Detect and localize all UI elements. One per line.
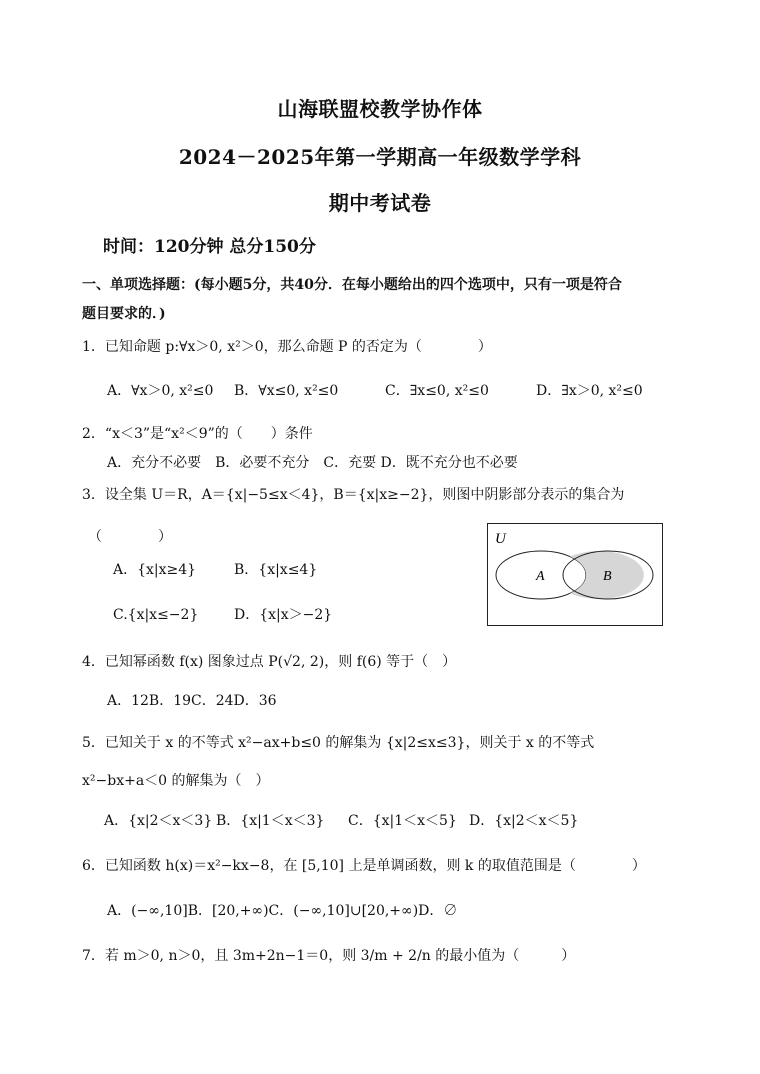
q5-option-d: D．{x|2＜x＜5} (469, 813, 579, 829)
exam-type-title: 期中考试卷 (328, 191, 432, 215)
q2-stem: 2．“x＜3”是“x²＜9”的（ ）条件 (82, 426, 313, 442)
q6-stem: 6．已知函数 h(x)＝x²−kx−8，在 [5,10] 上是单调函数，则 k 的取值范围是（ ） (82, 858, 646, 874)
section1-heading: 一、单项选择题：(每小题5分，共40分．在每小题给出的四个选项中，只有一项是符合 (82, 277, 622, 293)
q1-option-a: A．∀x＞0, x²≤0 (107, 383, 214, 399)
q5-stem: 5．已知关于 x 的不等式 x²−ax+b≤0 的解集为 {x|2≤x≤3}，则关于 x 的不等式 (82, 735, 595, 751)
q3-option-c: C.{x|x≤−2} (113, 607, 199, 623)
q5-option-a: A．{x|2＜x＜3} (104, 813, 213, 829)
q3-stem: 3．设全集 U＝R，A＝{x|−5≤x＜4}，B＝{x|x≥−2}，则图中阴影部分表示的集合为 (82, 487, 625, 503)
q4-stem: 4．已知幂函数 f(x) 图象过点 P(√2, 2)，则 f(6) 等于（ ） (82, 654, 457, 670)
q1-stem: 1．已知命题 p:∀x＞0, x²＞0，那么命题 P 的否定为（ ） (82, 339, 492, 355)
section1-heading-cont: 题目要求的．) (82, 306, 166, 322)
q3-option-a: A．{x|x≥4} (113, 562, 197, 578)
q5-stem-cont: x²−bx+a＜0 的解集为（ ） (82, 773, 270, 789)
q6-options: A．(−∞,10]B．[20,+∞)C．(−∞,10]∪[20,+∞)D．∅ (107, 903, 458, 919)
venn-diagram (487, 523, 663, 626)
venn-label-b: B (603, 569, 612, 584)
exam-time-info: 时间：120分钟 总分150分 (103, 237, 316, 257)
q7-stem: 7．若 m＞0, n＞0，且 3m+2n−1＝0，则 3/m + 2/n 的最小值为（ ） (82, 948, 576, 964)
q5-option-b: B．{x|1＜x＜3} (216, 813, 325, 829)
q3-option-d: D．{x|x＞−2} (234, 607, 333, 623)
q1-option-b: B．∀x≤0, x²≤0 (234, 383, 339, 399)
q4-options: A．12B．19C．24D．36 (107, 693, 277, 709)
q3-paren: （ ） (88, 529, 172, 545)
venn-label-u: U (495, 531, 506, 547)
q3-option-b: B．{x|x≤4} (234, 562, 318, 578)
school-title: 山海联盟校教学协作体 (277, 97, 483, 121)
q1-option-d: D．∃x＞0, x²≤0 (536, 383, 643, 399)
exam-subject-title: 2024－2025年第一学期高一年级数学学科 (178, 145, 582, 169)
q1-option-c: C．∃x≤0, x²≤0 (385, 383, 489, 399)
venn-label-a: A (536, 569, 545, 584)
q2-options: A．充分不必要 B．必要不充分 C．充要 D．既不充分也不必要 (107, 455, 518, 471)
q5-option-c: C．{x|1＜x＜5} (348, 813, 457, 829)
